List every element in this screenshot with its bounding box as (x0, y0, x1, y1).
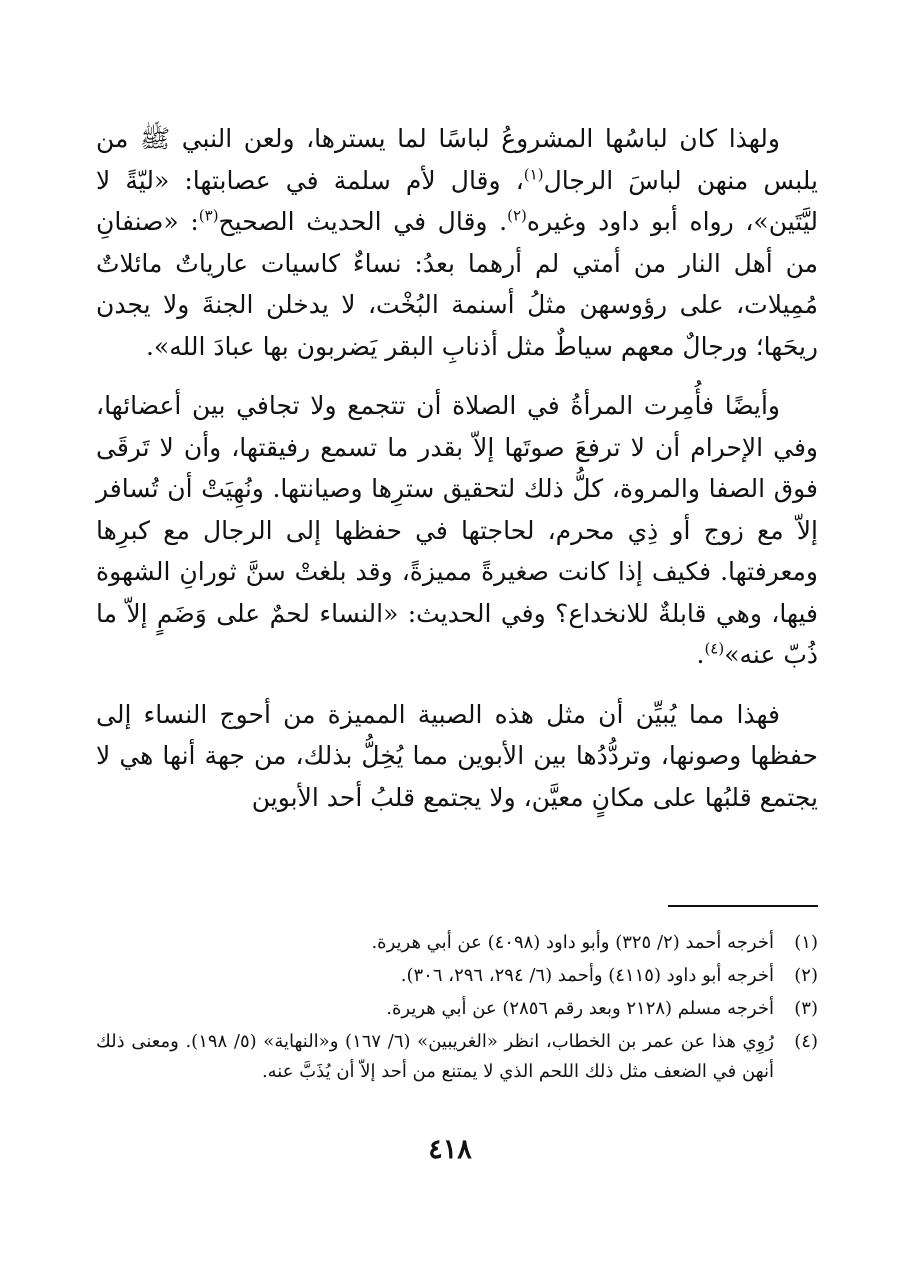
text-run: فهذا مما يُبيِّن أن مثل هذه الصبية المميزة من أحوج النساء إلى حفظها وصونها، وتردُّدُها بين الأبوين مما يُخِلُّ بذلك، من جهة أنها هي لا يجتمع قلبُها على مكانٍ معيَّن، ولا يجتمع قلبُ أحد الأبوين (96, 699, 818, 812)
footnote-ref-1[interactable]: (١) (523, 165, 544, 184)
paragraph-3 (96, 694, 818, 819)
footnote-text: أخرجه أحمد (٢/ ٣٢٥) وأبو داود (٤٠٩٨) عن أبي هريرة. (371, 932, 774, 953)
footnote-1 (96, 928, 818, 958)
paragraph-2 (96, 385, 818, 676)
footnote-number: (١) (794, 932, 818, 953)
text-run: ولهذا كان لباسُها المشروعُ لباسًا لما يسترها، ولعن النبي ﷺ من يلبس منهن لباسَ الرجال (96, 124, 818, 195)
paragraph-1 (96, 118, 818, 367)
footnotes (96, 928, 818, 1090)
footnote-ref-4[interactable]: (٤) (704, 639, 725, 658)
footnote-4 (96, 1027, 818, 1087)
text-run: . وقال في الحديث الصحيح (218, 207, 508, 236)
footnote-ref-2[interactable]: (٢) (507, 206, 527, 225)
footnote-2 (96, 961, 818, 991)
footnote-number: (٤) (794, 1031, 818, 1052)
footnote-ref-3[interactable]: (٣) (198, 206, 219, 225)
text-run: : «صنفانِ من أهل النار من أمتي لم أرهما بعدُ: نساءٌ كاسيات عارياتٌ مائلاتٌ مُمِيلات، على رؤوسهن مثلُ أسنمة البُخْت، لا يدخلن الجنةَ ولا يجدن ريحَها؛ ورجالٌ معهم سياطٌ مثل أذنابِ البقر يَضربون بها عبادَ الله». (96, 207, 818, 361)
main-text (96, 118, 818, 818)
footnote-text: أخرجه مسلم (٢١٢٨ وبعد رقم ٢٨٥٦) عن أبي هريرة. (386, 998, 774, 1019)
text-run: . (696, 640, 705, 669)
footnote-number: (٢) (794, 965, 818, 986)
text-run: وأيضًا فأُمِرت المرأةُ في الصلاة أن تتجمع ولا تجافي بين أعضائها، وفي الإحرام أن لا ترفعَ صوتَها إلاّ بقدر ما تسمع رفيقتها، وأن لا تَرقَى فوق الصفا والمروة، كلُّ ذلك لتحقيق سترِها وصيانتها. ونُهِيَتْ أن تُسافر إلاّ مع زوج أو ذِي محرم، لحاجتها في حفظها إلى الرجال مع كبرِها ومعرفتها. فكيف إذا كانت صغيرةً مميزةً، وقد بلغتْ سنَّ ثورانِ الشهوة فيها، وهي قابلةٌ للانخداع؟ وفي الحديث: «النساء لحمٌ على وَضَمٍ إلاّ ما ذُبّ عنه» (96, 391, 818, 669)
footnote-3 (96, 994, 818, 1024)
footnote-number: (٣) (794, 998, 818, 1019)
footnote-text: أخرجه أبو داود (٤١١٥) وأحمد (٦/ ٢٩٤، ٢٩٦، ٣٠٦). (400, 965, 774, 986)
text-run: ، وقال لأم سلمة في عصابتها: «ليّةً لا ليَّتَين»، رواه أبو داود وغيره (96, 165, 819, 236)
page-number: ٤١٨ (428, 1134, 472, 1165)
footnote-divider (668, 905, 818, 907)
footnote-text: رُوِي هذا عن عمر بن الخطاب، انظر «الغريبين» (٦/ ١٦٧) و«النهاية» (٥/ ١٩٨). ومعنى ذلك أنهن في الضعف مثل ذلك اللحم الذي لا يمتنع من أحد إلاّ أن يُذَبَّ عنه. (96, 1031, 774, 1082)
